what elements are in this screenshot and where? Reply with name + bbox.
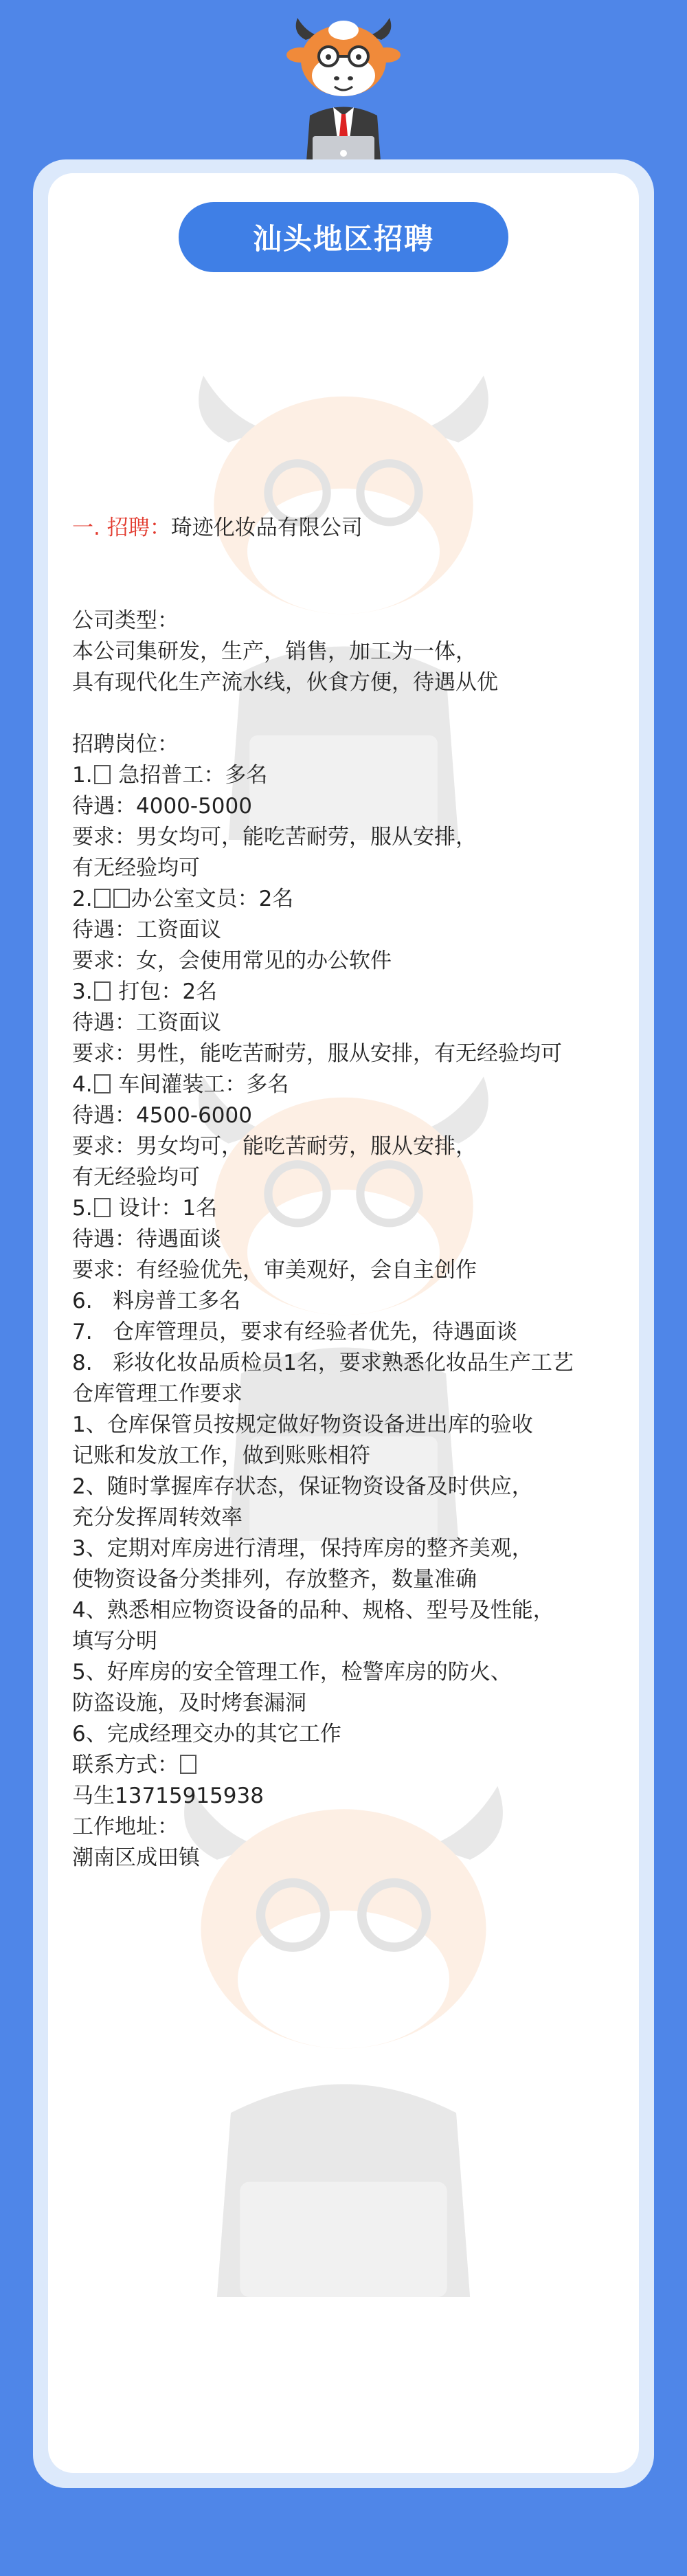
text-line: 充分发挥周转效率	[72, 1505, 243, 1530]
heading-prefix: 一. 招聘：	[72, 515, 171, 540]
missing-glyph-box-icon	[113, 889, 130, 908]
text-line: 联系方式：	[72, 1750, 663, 1781]
text-line: 6、完成经理交办的其它工作	[72, 1722, 341, 1746]
text-line: 有无经验均可	[72, 1165, 200, 1190]
page-title: 汕头地区招聘	[179, 202, 508, 272]
text-line: 3、定期对库房进行清理，保持库房的整齐美观，	[72, 1536, 533, 1561]
missing-glyph-box-icon	[180, 1755, 196, 1774]
text-line: 3. 打包：2名	[72, 979, 218, 1004]
text-line: 待遇：4000-5000	[72, 794, 252, 819]
posting-heading	[72, 513, 663, 544]
text-line: 潮南区成田镇	[72, 1845, 200, 1870]
text-line: 工作地址：	[72, 1814, 179, 1839]
text-line: 2、随时掌握库存状态，保证物资设备及时供应，	[72, 1474, 533, 1499]
company-name: 琦迹化妆品有限公司	[170, 515, 363, 540]
text-line: 1、仓库保管员按规定做好物资设备进出库的验收	[72, 1412, 533, 1437]
cow-mascot-icon	[285, 12, 402, 170]
text-line: 要求：女，会使用常见的办公软件	[72, 948, 392, 973]
text-line	[72, 698, 663, 729]
text-line: 要求：男性，能吃苦耐劳，服从安排，有无经验均可	[72, 1041, 562, 1066]
missing-glyph-box-icon	[94, 889, 111, 908]
text-line: 马生13715915938	[72, 1784, 264, 1808]
text-line: 6. 料房普工多名	[72, 1289, 241, 1313]
text-line: 要求：男女均可，能吃苦耐劳，服从安排，	[72, 825, 477, 850]
text-line: 填写分明	[72, 1629, 157, 1654]
text-line: 待遇：4500-6000	[72, 1103, 252, 1128]
job-posting-text	[72, 451, 663, 1905]
text-line: 本公司集研发，生产，销售，加工为一体，	[72, 639, 477, 664]
text-line: 有无经验均可	[72, 856, 200, 880]
text-line: 使物资设备分类排列，存放整齐，数量准确	[72, 1567, 477, 1592]
text-line: 具有现代化生产流水线，伙食方便，待遇从优	[72, 670, 498, 695]
missing-glyph-box-icon	[94, 1198, 111, 1217]
text-line: 2. 办公室文员：2名	[72, 887, 294, 911]
text-line: 仓库管理工作要求	[72, 1381, 243, 1406]
text-line: 1. 急招普工：多名	[72, 763, 268, 788]
text-line: 5. 设计：1名	[72, 1196, 218, 1221]
missing-glyph-box-icon	[94, 765, 111, 784]
text-line: 待遇：工资面议	[72, 1010, 221, 1035]
text-line: 要求：男女均可，能吃苦耐劳，服从安排，	[72, 1134, 477, 1159]
text-line: 待遇：待遇面谈	[72, 1227, 221, 1252]
missing-glyph-box-icon	[94, 1074, 111, 1093]
text-line: 记账和发放工作，做到账账相符	[72, 1443, 370, 1468]
text-line: 8. 彩妆化妆品质检员1名，要求熟悉化妆品生产工艺	[72, 1351, 574, 1375]
text-line: 4. 车间灌装工：多名	[72, 1072, 289, 1097]
missing-glyph-box-icon	[94, 981, 111, 1001]
text-line: 7. 仓库管理员，要求有经验者优先，待遇面谈	[72, 1320, 518, 1344]
text-line: 5、好库房的安全管理工作，检警库房的防火、	[72, 1660, 512, 1685]
text-line: 招聘岗位：	[72, 732, 179, 757]
text-line: 防盗设施，及时烤套漏洞	[72, 1691, 306, 1716]
text-line: 4、熟悉相应物资设备的品种、规格、型号及性能，	[72, 1598, 554, 1623]
text-line: 公司类型：	[72, 608, 179, 633]
text-line: 要求：有经验优先，审美观好，会自主创作	[72, 1258, 477, 1283]
text-line: 待遇：工资面议	[72, 918, 221, 942]
